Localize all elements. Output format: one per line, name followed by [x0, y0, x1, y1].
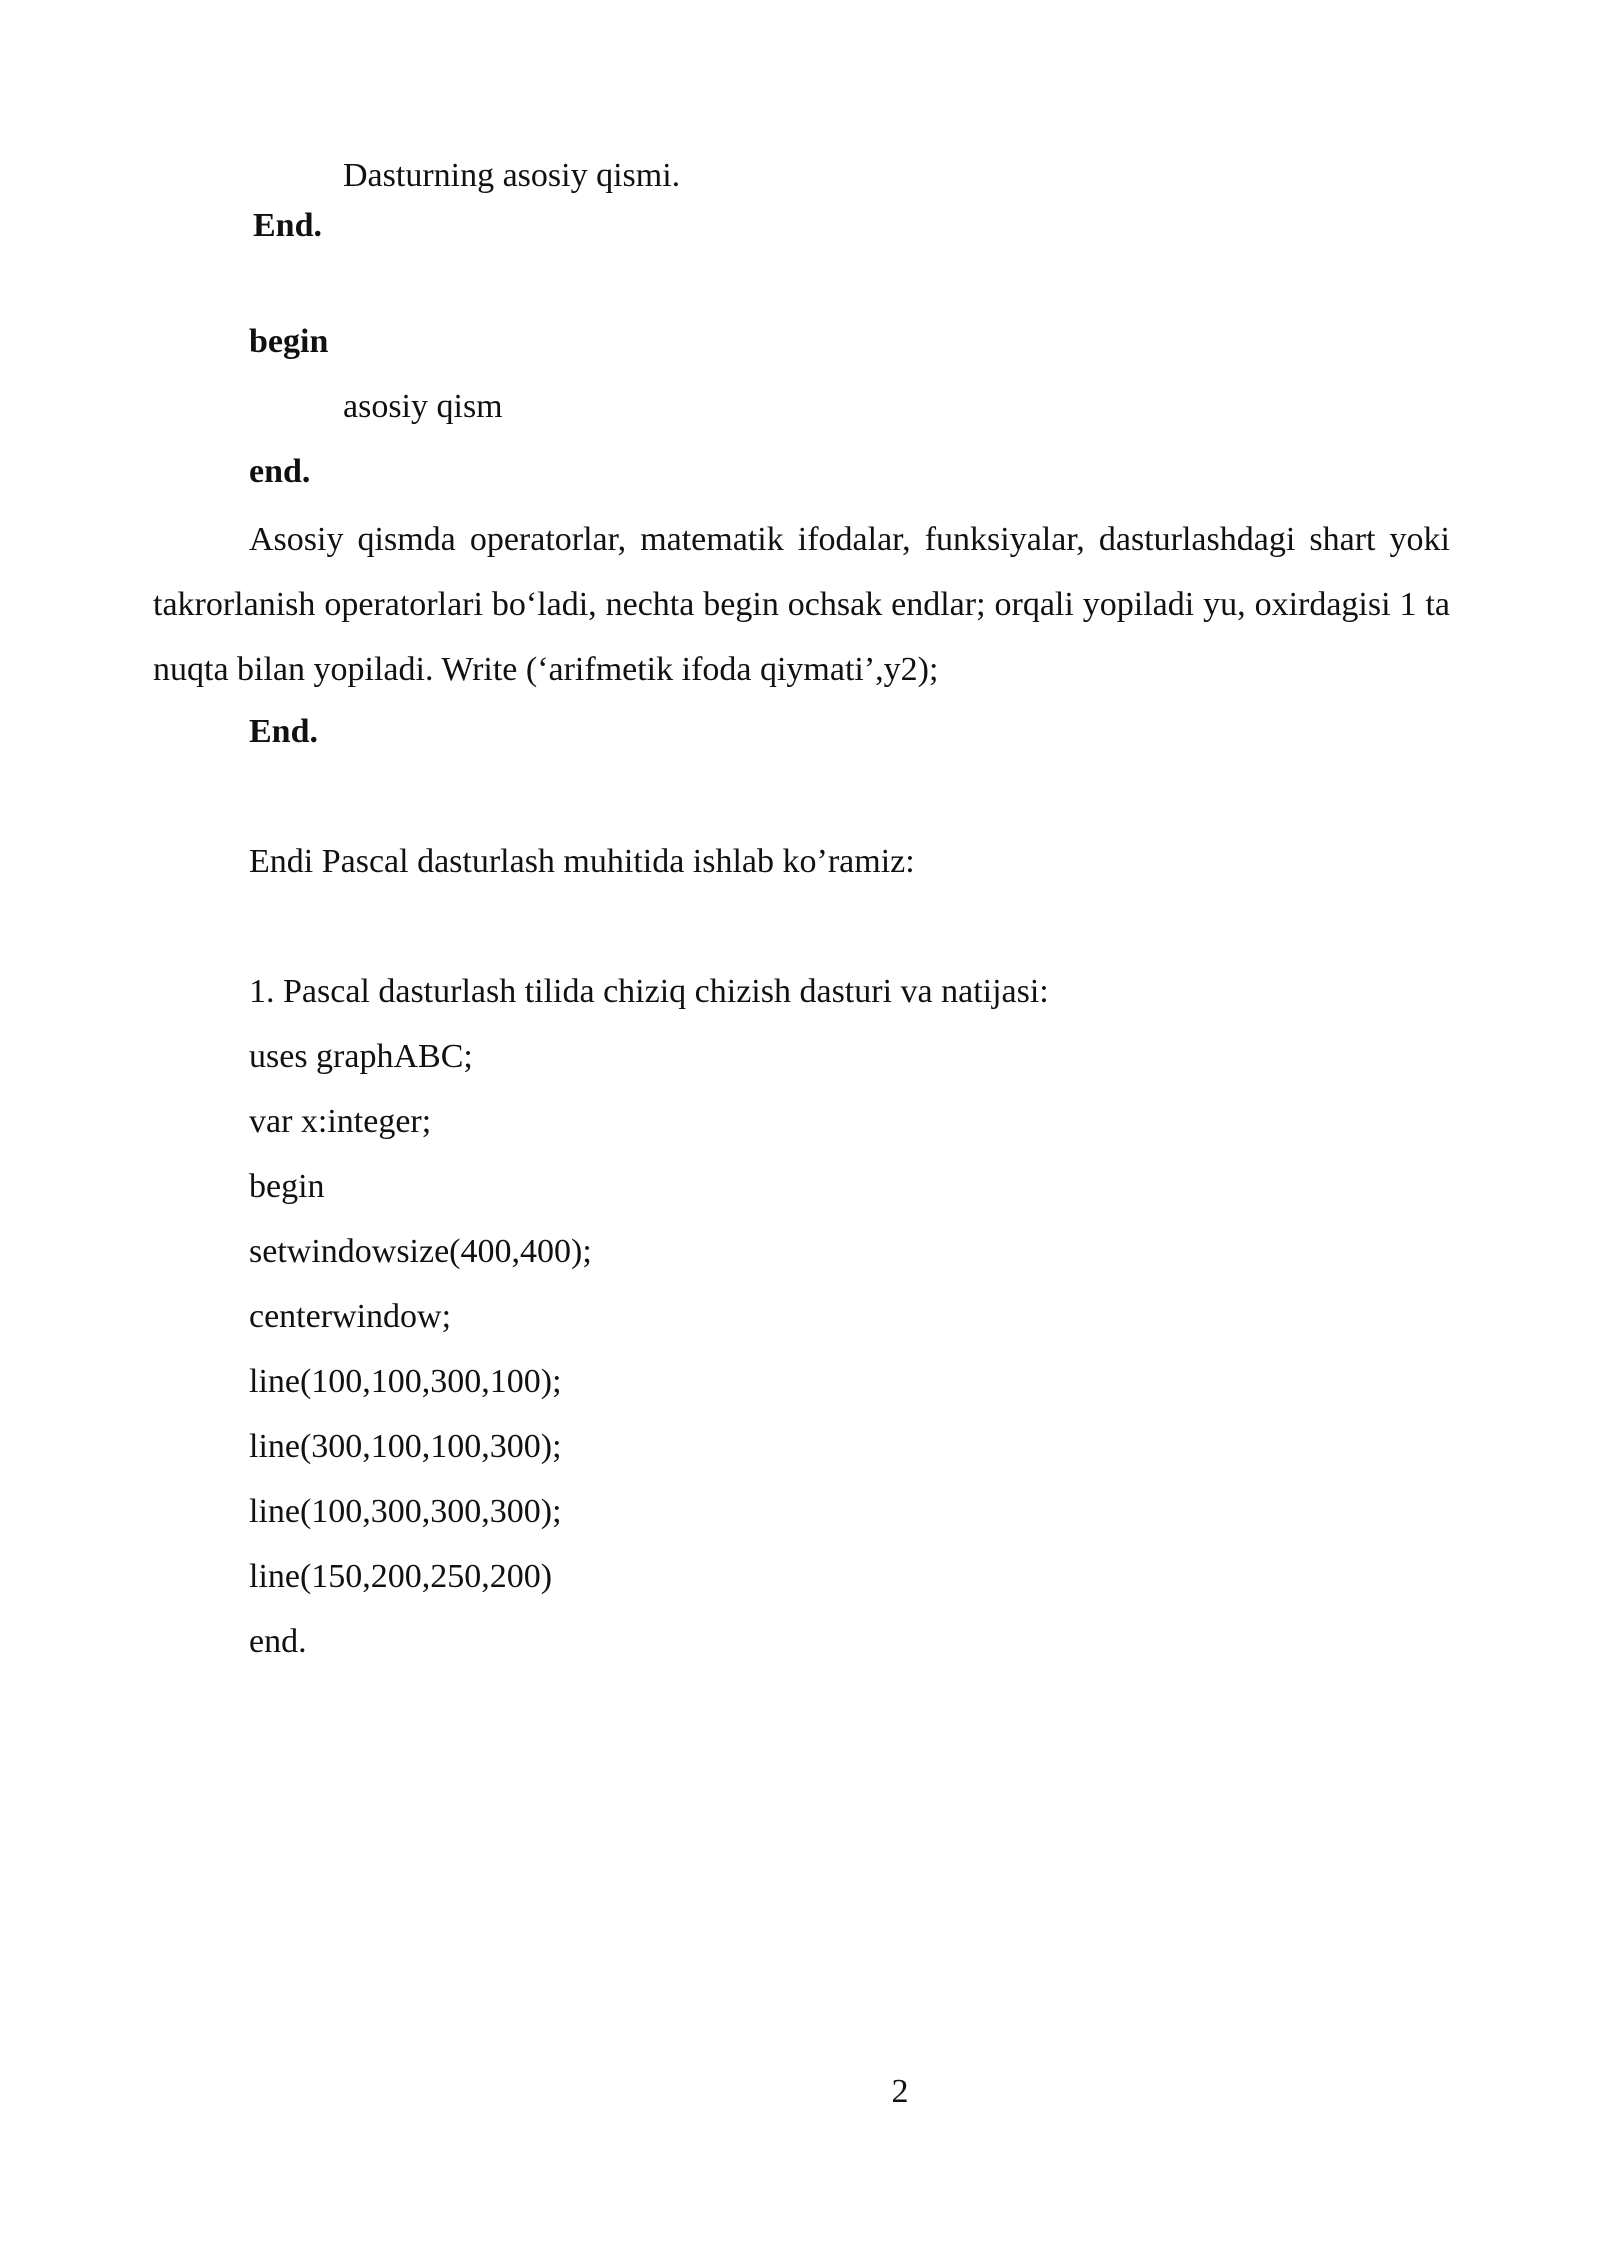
template-begin-keyword: begin [249, 323, 329, 360]
code-line: var x:integer; [249, 1103, 432, 1140]
code-line: begin [249, 1168, 325, 1205]
template-end-keyword: end. [249, 453, 311, 490]
example-title: 1. Pascal dasturlash tilida chiziq chizish dasturi va natijasi: [249, 973, 1049, 1010]
page-number: 2 [891, 2073, 909, 2110]
intro-end-keyword: End. [253, 207, 322, 244]
pascal-intro-text: Endi Pascal dasturlash muhitida ishlab ko’ramiz: [249, 843, 915, 880]
code-line: end. [249, 1623, 307, 1660]
code-line: line(150,200,250,200) [249, 1558, 553, 1595]
code-line: line(100,100,300,100); [249, 1363, 562, 1400]
code-line: line(100,300,300,300); [249, 1493, 562, 1530]
closing-end-keyword: End. [249, 713, 318, 750]
code-line: line(300,100,100,300); [249, 1428, 562, 1465]
body-paragraph: Asosiy qismda operatorlar, matematik ifodalar, funksiyalar, dasturlashdagi shart yoki takrorlanish operatorlari bo‘ladi, nechta begin ochsak endlar; orqali yopiladi yu, oxirdagisi 1 ta nuqta bilan yopiladi. Write (‘arifmetik ifoda qiymati’,y2); [153, 521, 1450, 688]
code-line: centerwindow; [249, 1298, 452, 1335]
code-line: setwindowsize(400,400); [249, 1233, 592, 1270]
code-line: uses graphABC; [249, 1038, 473, 1075]
main-part-text: Dasturning asosiy qismi. [343, 157, 681, 194]
template-body-text: asosiy qism [343, 388, 503, 425]
